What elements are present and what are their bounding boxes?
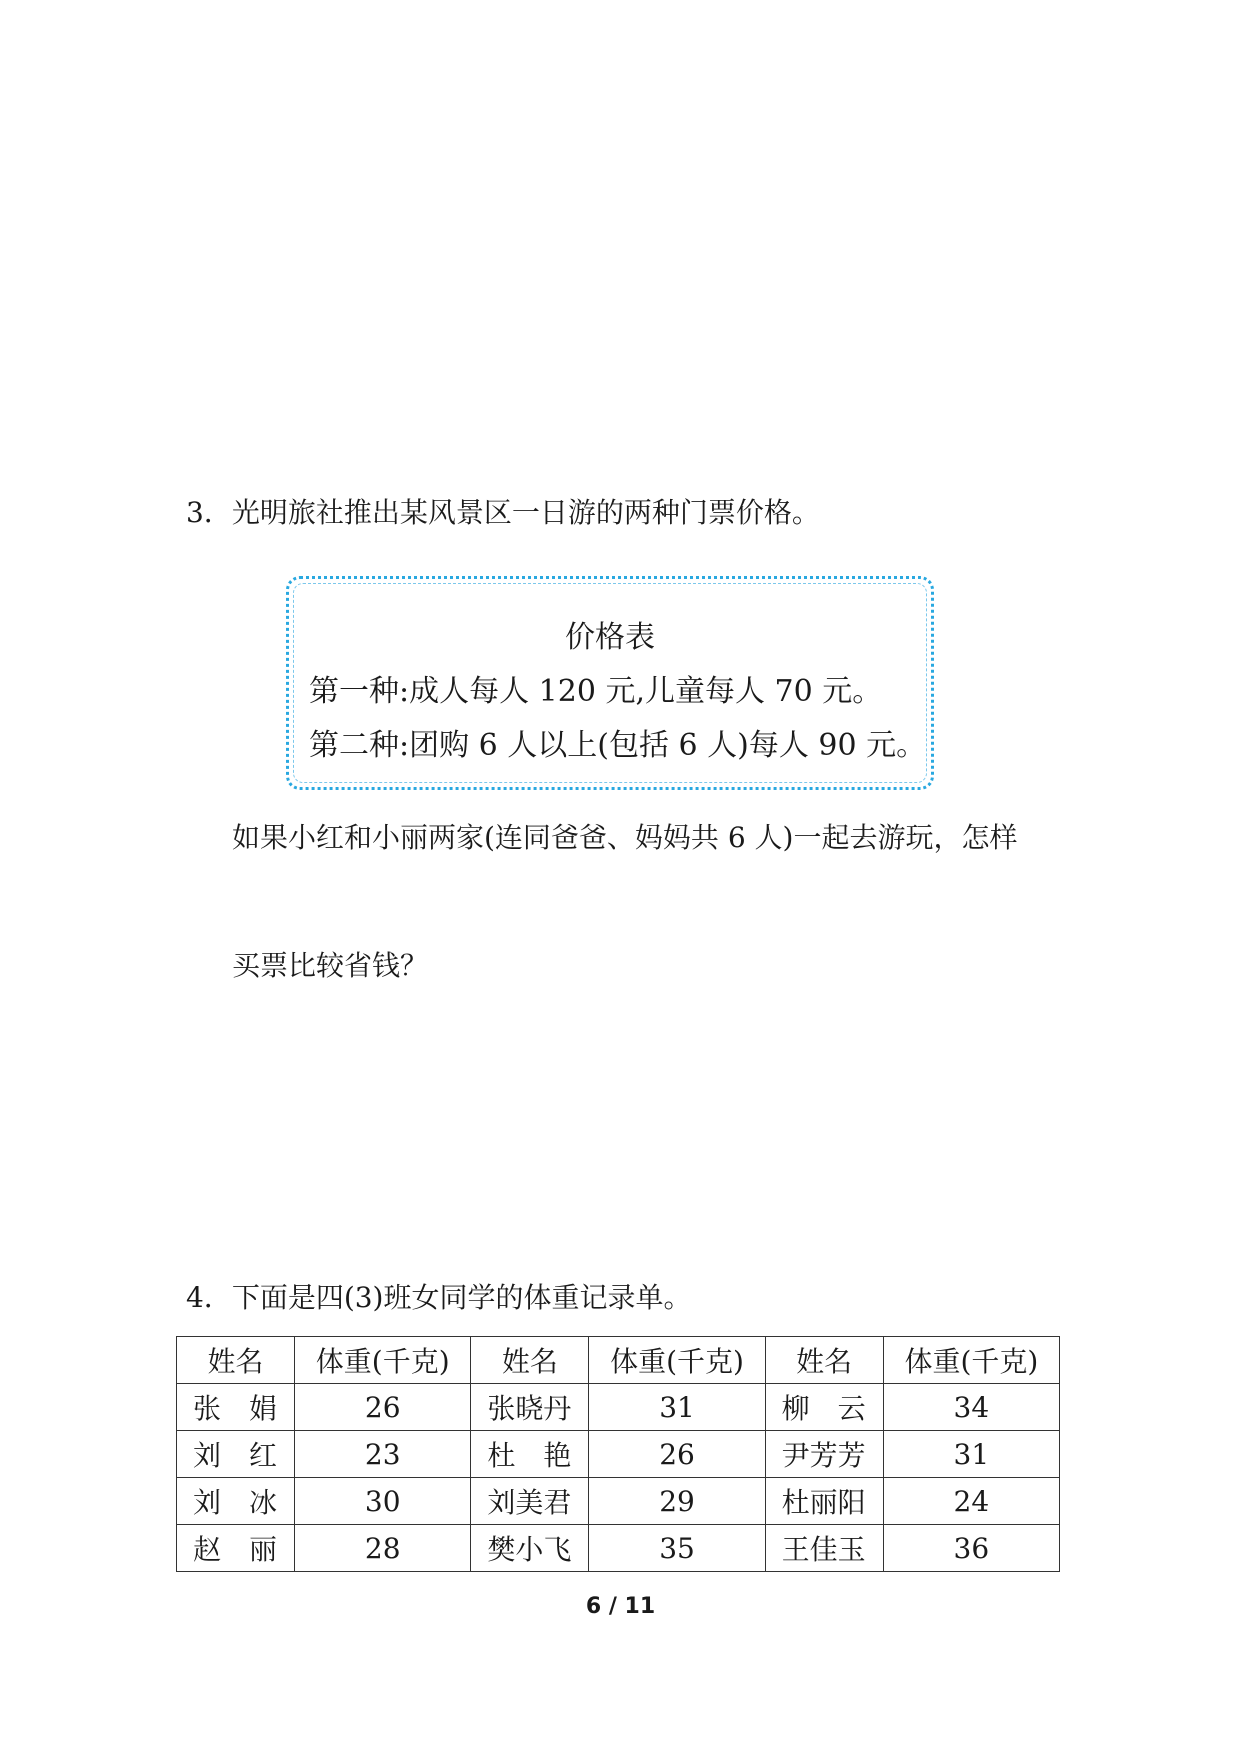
header-name: 姓名 xyxy=(471,1337,589,1384)
table-row xyxy=(177,1478,1060,1525)
table-row xyxy=(177,1525,1060,1572)
student-weight: 24 xyxy=(883,1478,1059,1525)
header-weight: 体重(千克) xyxy=(295,1337,471,1384)
header-name: 姓名 xyxy=(177,1337,295,1384)
student-weight: 35 xyxy=(589,1525,765,1572)
student-name: 刘 红 xyxy=(177,1431,295,1478)
student-name: 刘 冰 xyxy=(177,1478,295,1525)
student-name: 尹芳芳 xyxy=(765,1431,883,1478)
student-weight: 26 xyxy=(295,1384,471,1431)
page-number: 6 / 11 xyxy=(585,1594,656,1619)
student-name: 杜丽阳 xyxy=(765,1478,883,1525)
table-row xyxy=(177,1431,1060,1478)
student-weight: 34 xyxy=(883,1384,1059,1431)
student-weight: 23 xyxy=(295,1431,471,1478)
weight-table xyxy=(176,1336,1060,1572)
student-weight: 36 xyxy=(883,1525,1059,1572)
price-table-title: 价格表 xyxy=(565,620,655,655)
student-name: 张 娟 xyxy=(177,1384,295,1431)
table-header-row xyxy=(177,1337,1060,1384)
student-weight: 31 xyxy=(589,1384,765,1431)
question-4-title: 4．下面是四(3)班女同学的体重记录单。 xyxy=(186,1281,692,1314)
student-name: 樊小飞 xyxy=(471,1525,589,1572)
student-name: 王佳玉 xyxy=(765,1525,883,1572)
student-weight: 30 xyxy=(295,1478,471,1525)
header-name: 姓名 xyxy=(765,1337,883,1384)
student-name: 张晓丹 xyxy=(471,1384,589,1431)
table-row xyxy=(177,1384,1060,1431)
price-table-box xyxy=(286,576,934,790)
student-name: 刘美君 xyxy=(471,1478,589,1525)
student-weight: 26 xyxy=(589,1431,765,1478)
student-name: 杜 艳 xyxy=(471,1431,589,1478)
header-weight: 体重(千克) xyxy=(883,1337,1059,1384)
student-name: 柳 云 xyxy=(765,1384,883,1431)
student-name: 赵 丽 xyxy=(177,1525,295,1572)
student-weight: 29 xyxy=(589,1478,765,1525)
price-option-2: 第二种:团购 6 人以上(包括 6 人)每人 90 元。 xyxy=(309,728,927,763)
question-3-text-line-2: 买票比较省钱？ xyxy=(232,949,429,982)
question-3-title: 3．光明旅社推出某风景区一日游的两种门票价格。 xyxy=(186,496,820,529)
student-weight: 31 xyxy=(883,1431,1059,1478)
header-weight: 体重(千克) xyxy=(589,1337,765,1384)
student-weight: 28 xyxy=(295,1525,471,1572)
question-3-text-line-1: 如果小红和小丽两家(连同爸爸、妈妈共 6 人)一起去游玩，怎样 xyxy=(232,821,1018,854)
price-option-1: 第一种:成人每人 120 元,儿童每人 70 元。 xyxy=(309,674,883,709)
